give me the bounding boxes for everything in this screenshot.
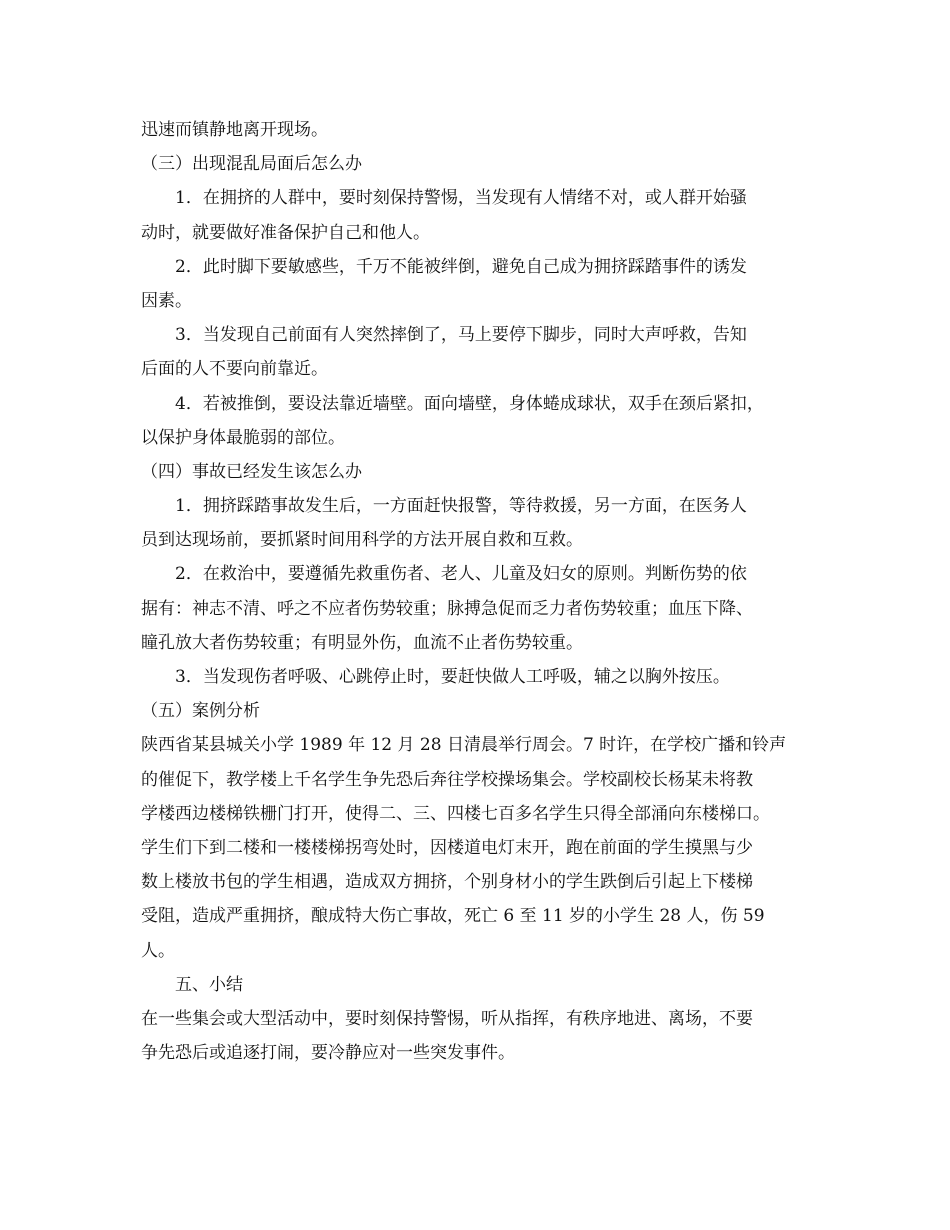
list-item-line: 以保护身体最脆弱的部位。 <box>141 427 345 448</box>
list-item-line: 3．当发现伤者呼吸、心跳停止时，要赶快做人工呼吸，辅之以胸外按压。 <box>175 667 730 687</box>
section-heading-4: （四）事故已经发生该怎么办 <box>141 461 362 482</box>
case-paragraph-line: 的催促下，教学楼上千名学生争先恐后奔往学校操场集会。学校副校长杨某未将教 <box>141 769 753 790</box>
case-paragraph-line: 人。 <box>141 940 175 961</box>
section-heading-5: （五）案例分析 <box>141 701 260 722</box>
case-paragraph-line: 学生们下到二楼和一楼楼梯拐弯处时，因楼道电灯末开，跑在前面的学生摸黑与少 <box>141 837 753 858</box>
list-item-line: 1．拥挤踩踏事故发生后，一方面赶快报警，等待救援，另一方面，在医务人 <box>175 496 747 517</box>
list-item-line: 因素。 <box>141 290 192 311</box>
list-item-line: 据有：神志不清、呼之不应者伤势较重；脉搏急促而乏力者伤势较重；血压下降、 <box>141 598 753 619</box>
list-item-line: 后面的人不要向前靠近。 <box>141 359 328 380</box>
case-paragraph-line: 陕西省某县城关小学 1989 年 12 月 28 日清晨举行周会。7 时许，在学校广播和铃声 <box>141 735 787 756</box>
summary-heading: 五、小结 <box>175 974 243 995</box>
section-heading-3: （三）出现混乱局面后怎么办 <box>141 154 362 175</box>
list-item-line: 员到达现场前，要抓紧时间用科学的方法开展自救和互救。 <box>141 530 583 551</box>
paragraph-line: 迅速而镇静地离开现场。 <box>141 120 328 140</box>
case-paragraph-line: 数上楼放书包的学生相遇，造成双方拥挤，个别身材小的学生跌倒后引起上下楼梯 <box>141 872 753 893</box>
document-body <box>141 113 821 1070</box>
list-item-line: 3．当发现自己前面有人突然摔倒了，马上要停下脚步，同时大声呼救，告知 <box>175 325 747 346</box>
summary-paragraph-line: 争先恐后或追逐打闹，要冷静应对一些突发事件。 <box>141 1043 515 1064</box>
list-item-line: 2．此时脚下要敏感些，千万不能被绊倒，避免自己成为拥挤踩踏事件的诱发 <box>175 256 747 277</box>
case-paragraph-line: 受阻，造成严重拥挤，酿成特大伤亡事故，死亡 6 至 11 岁的小学生 28 人，伤 59 <box>141 906 765 927</box>
summary-paragraph-line: 在一些集会或大型活动中，要时刻保持警惕，听从指挥，有秩序地进、离场，不要 <box>141 1008 753 1029</box>
list-item-line: 4．若被推倒，要设法靠近墙壁。面向墙壁，身体蜷成球状，双手在颈后紧扣， <box>175 393 764 414</box>
list-item-line: 动时，就要做好准备保护自己和他人。 <box>141 222 430 243</box>
list-item-line: 瞳孔放大者伤势较重；有明显外伤，血流不止者伤势较重。 <box>141 632 583 653</box>
list-item-line: 1．在拥挤的人群中，要时刻保持警惕，当发现有人情绪不对，或人群开始骚 <box>175 188 747 209</box>
list-item-line: 2．在救治中，要遵循先救重伤者、老人、儿童及妇女的原则。判断伤势的依 <box>175 564 747 585</box>
case-paragraph-line: 学楼西边楼梯铁栅门打开，使得二、三、四楼七百多名学生只得全部涌向东楼梯口。 <box>141 803 770 824</box>
